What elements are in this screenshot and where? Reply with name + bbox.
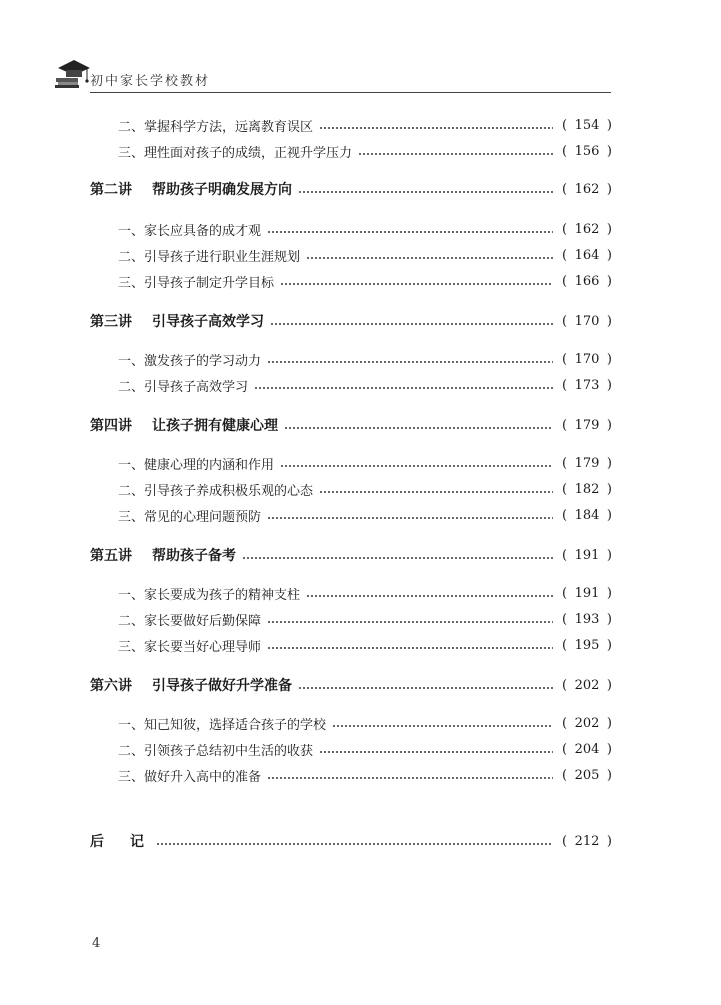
paren-close: ): [606, 455, 612, 471]
toc-entry-section: [0, 452, 721, 474]
paren-open: (: [562, 481, 568, 497]
toc-entry-title: 二、引领孩子总结初中生活的收获: [118, 743, 314, 759]
toc-entry-leader: [118, 738, 559, 760]
paren-close: ): [606, 547, 612, 563]
toc-entry-section: [0, 608, 721, 630]
page-number-value: 212: [574, 833, 600, 849]
toc-entry-leader: [118, 452, 559, 474]
paren-close: ): [606, 611, 612, 627]
page-number-value: 182: [574, 481, 600, 497]
toc-entry-page: [562, 244, 612, 266]
paren-open: (: [562, 247, 568, 263]
paren-close: ): [606, 351, 612, 367]
toc-entry-chapter: [0, 310, 721, 332]
dot-leader: [306, 257, 553, 259]
chapter-number: 第四讲: [90, 418, 132, 434]
paren-close: ): [606, 313, 612, 329]
paren-open: (: [562, 273, 568, 289]
dot-leader: [306, 595, 553, 597]
toc-entry-page: [562, 270, 612, 292]
paren-open: (: [562, 455, 568, 471]
paren-open: (: [562, 547, 568, 563]
page-number: 4: [92, 936, 101, 951]
paren-close: ): [606, 507, 612, 523]
toc-entry-title: [90, 675, 292, 695]
toc-entry-leader: [118, 218, 559, 240]
page-number-value: 184: [574, 507, 600, 523]
toc-entry-leader: [118, 114, 559, 136]
dot-leader: [280, 283, 553, 285]
paren-open: (: [562, 833, 568, 849]
toc-entry-chapter: [0, 544, 721, 566]
toc-entry-page: [562, 452, 612, 474]
toc-entry-title: 二、家长要做好后勤保障: [118, 613, 262, 629]
paren-open: (: [562, 741, 568, 757]
dot-leader: [319, 491, 553, 493]
toc-entry-leader: [90, 178, 559, 200]
toc-entry-leader: [118, 140, 559, 162]
toc-entry-leader: [118, 764, 559, 786]
paren-close: ): [606, 585, 612, 601]
toc-entry-page: [562, 178, 612, 200]
toc-entry-section: [0, 478, 721, 500]
dot-leader: [242, 557, 553, 559]
paren-close: ): [606, 715, 612, 731]
paren-open: (: [562, 143, 568, 159]
page-number-value: 170: [574, 313, 600, 329]
paren-open: (: [562, 313, 568, 329]
toc-entry-page: [562, 310, 612, 332]
page-number-value: 162: [574, 181, 600, 197]
paren-open: (: [562, 507, 568, 523]
toc-entry-title: 三、家长要当好心理导师: [118, 639, 262, 655]
page-number-value: 191: [574, 585, 600, 601]
toc-entry-page: [562, 544, 612, 566]
page-number-value: 204: [574, 741, 600, 757]
paren-close: ): [606, 417, 612, 433]
chapter-title: 让孩子拥有健康心理: [152, 418, 278, 434]
toc-entry-page: [562, 738, 612, 760]
header-rule: [90, 92, 611, 93]
toc-entry-title: 后 记: [90, 834, 150, 850]
toc-entry-title: 二、引导孩子高效学习: [118, 379, 249, 395]
chapter-number: 第二讲: [90, 182, 132, 198]
toc-entry-leader: [118, 244, 559, 266]
toc-entry-title: 三、常见的心理问题预防: [118, 509, 262, 525]
toc-entry-leader: [118, 270, 559, 292]
paren-close: ): [606, 247, 612, 263]
toc-entry-page: [562, 634, 612, 656]
toc-entry-postscript: [0, 830, 721, 852]
paren-close: ): [606, 221, 612, 237]
page-number-value: 179: [574, 455, 600, 471]
toc-entry-leader: [118, 374, 559, 396]
toc-entry-page: [562, 674, 612, 696]
page-number-value: 166: [574, 273, 600, 289]
paren-open: (: [562, 715, 568, 731]
toc-entry-page: [562, 478, 612, 500]
paren-close: ): [606, 481, 612, 497]
toc-entry-leader: [118, 712, 559, 734]
dot-leader: [358, 153, 553, 155]
toc-entry-title: 二、引导孩子进行职业生涯规划: [118, 249, 301, 265]
dot-leader: [267, 361, 553, 363]
toc-entry-leader: [118, 348, 559, 370]
toc-entry-leader: [90, 414, 559, 436]
paren-close: ): [606, 143, 612, 159]
paren-open: (: [562, 611, 568, 627]
toc-entry-section: [0, 582, 721, 604]
page-number-value: 173: [574, 377, 600, 393]
running-header: [54, 56, 611, 94]
dot-leader: [298, 687, 553, 689]
toc-entry-title: 一、知己知彼，选择适合孩子的学校: [118, 717, 327, 733]
toc-entry-leader: [118, 608, 559, 630]
toc-entry-title: [90, 415, 278, 435]
toc-entry-title: [90, 179, 292, 199]
toc-entry-section: [0, 634, 721, 656]
dot-leader: [267, 231, 553, 233]
dot-leader: [267, 777, 553, 779]
paren-open: (: [562, 417, 568, 433]
page-number-value: 179: [574, 417, 600, 433]
paren-close: ): [606, 273, 612, 289]
paren-open: (: [562, 377, 568, 393]
toc-entry-section: [0, 218, 721, 240]
toc-entry-page: [562, 218, 612, 240]
paren-close: ): [606, 377, 612, 393]
dot-leader: [298, 191, 553, 193]
dot-leader: [267, 621, 553, 623]
toc-entry-leader: [118, 478, 559, 500]
toc-entry-title: 一、健康心理的内涵和作用: [118, 457, 275, 473]
toc-entry-leader: [90, 544, 559, 566]
graduation-cap-books-icon: [54, 56, 94, 90]
dot-leader: [319, 127, 553, 129]
page-number-value: 195: [574, 637, 600, 653]
toc-entry-title: 二、掌握科学方法，远离教育误区: [118, 119, 314, 135]
toc-entry-page: [562, 830, 612, 852]
page-number-value: 202: [574, 715, 600, 731]
dot-leader: [270, 323, 553, 325]
paren-open: (: [562, 221, 568, 237]
toc-entry-leader: [118, 634, 559, 656]
toc-entry-title: 一、家长应具备的成才观: [118, 223, 262, 239]
paren-open: (: [562, 767, 568, 783]
toc-entry-title: [90, 311, 264, 331]
toc-entry-section: [0, 348, 721, 370]
toc-entry-section: [0, 712, 721, 734]
header-title: 初中家长学校教材: [90, 74, 211, 89]
paren-close: ): [606, 637, 612, 653]
toc-entry-section: [0, 764, 721, 786]
dot-leader: [284, 427, 553, 429]
toc-entry-section: [0, 504, 721, 526]
toc-entry-leader: [90, 674, 559, 696]
paren-close: ): [606, 833, 612, 849]
dot-leader: [332, 725, 553, 727]
page-number-value: 170: [574, 351, 600, 367]
dot-leader: [280, 465, 553, 467]
toc-entry-page: [562, 764, 612, 786]
toc-entry-page: [562, 374, 612, 396]
page-number-value: 191: [574, 547, 600, 563]
chapter-number: 第五讲: [90, 548, 132, 564]
chapter-number: 第六讲: [90, 678, 132, 694]
page-number-value: 162: [574, 221, 600, 237]
toc-entry-leader: [90, 830, 559, 852]
paren-close: ): [606, 677, 612, 693]
toc-entry-section: [0, 244, 721, 266]
dot-leader: [267, 647, 553, 649]
toc-entry-title: 三、理性面对孩子的成绩，正视升学压力: [118, 145, 353, 161]
toc-entry-title: [90, 545, 236, 565]
toc-entry-page: [562, 504, 612, 526]
chapter-title: 引导孩子高效学习: [152, 314, 264, 330]
toc-entry-chapter: [0, 178, 721, 200]
toc-entry-leader: [118, 582, 559, 604]
chapter-title: 帮助孩子备考: [152, 548, 236, 564]
paren-close: ): [606, 767, 612, 783]
page-number-value: 156: [574, 143, 600, 159]
toc-entry-leader: [90, 310, 559, 332]
paren-open: (: [562, 637, 568, 653]
page-number-value: 202: [574, 677, 600, 693]
page-number-value: 164: [574, 247, 600, 263]
paren-open: (: [562, 351, 568, 367]
toc-entry-leader: [118, 504, 559, 526]
paren-close: ): [606, 181, 612, 197]
paren-close: ): [606, 741, 612, 757]
paren-open: (: [562, 585, 568, 601]
paren-open: (: [562, 677, 568, 693]
toc-entry-section: [0, 374, 721, 396]
page-number-value: 205: [574, 767, 600, 783]
chapter-title: 引导孩子做好升学准备: [152, 678, 292, 694]
toc-entry-page: [562, 608, 612, 630]
dot-leader: [319, 751, 553, 753]
toc-entry-title: 一、激发孩子的学习动力: [118, 353, 262, 369]
toc-entry-section: [0, 738, 721, 760]
page-number-value: 193: [574, 611, 600, 627]
dot-leader: [156, 843, 553, 845]
toc-entry-page: [562, 414, 612, 436]
toc-entry-section: [0, 114, 721, 136]
toc-entry-page: [562, 712, 612, 734]
dot-leader: [267, 517, 553, 519]
toc-entry-page: [562, 348, 612, 370]
chapter-number: 第三讲: [90, 314, 132, 330]
paren-open: (: [562, 117, 568, 133]
dot-leader: [254, 387, 553, 389]
toc-entry-chapter: [0, 674, 721, 696]
toc-entry-title: 二、引导孩子养成积极乐观的心态: [118, 483, 314, 499]
paren-open: (: [562, 181, 568, 197]
page-number-value: 154: [574, 117, 600, 133]
toc-entry-chapter: [0, 414, 721, 436]
toc-entry-title: 一、家长要成为孩子的精神支柱: [118, 587, 301, 603]
paren-close: ): [606, 117, 612, 133]
toc-entry-section: [0, 270, 721, 292]
toc-entry-section: [0, 140, 721, 162]
toc-entry-page: [562, 140, 612, 162]
toc-entry-page: [562, 582, 612, 604]
toc-entry-title: 三、引导孩子制定升学目标: [118, 275, 275, 291]
toc-entry-page: [562, 114, 612, 136]
toc-entry-title: 三、做好升入高中的准备: [118, 769, 262, 785]
chapter-title: 帮助孩子明确发展方向: [152, 182, 292, 198]
